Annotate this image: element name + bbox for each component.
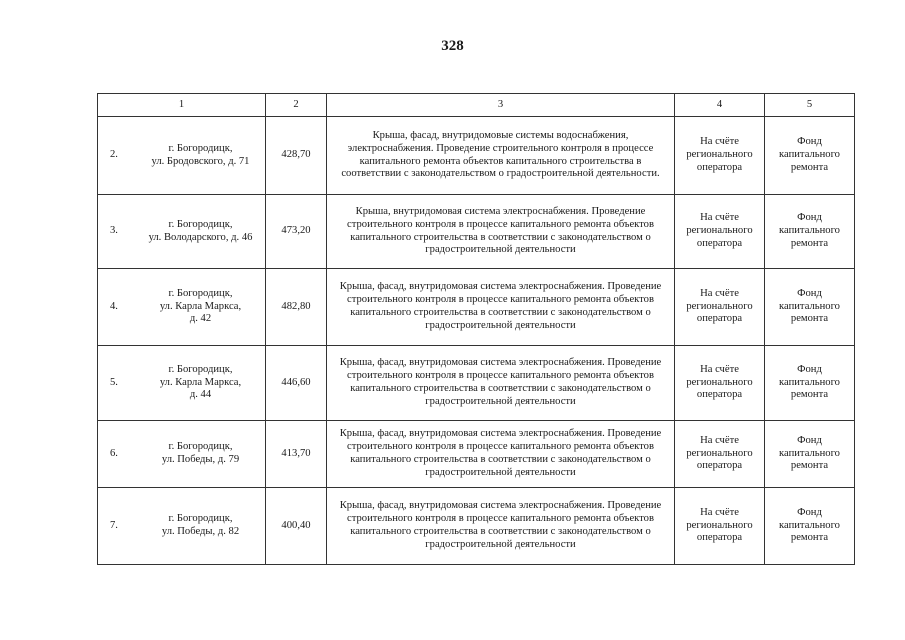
- account-cell: На счёте регионального оператора: [675, 269, 765, 346]
- funding-source-cell: Фонд капитального ремонта: [765, 195, 855, 269]
- address-cell: [98, 346, 266, 421]
- repair-plan-table: [97, 93, 855, 565]
- address-line: ул. Карла Маркса,: [159, 376, 242, 388]
- column-header: 5: [765, 94, 855, 117]
- address-cell: [98, 117, 266, 195]
- area-cell: 413,70: [266, 421, 327, 488]
- account-cell: На счёте регионального оператора: [675, 117, 765, 195]
- row-number: 7.: [110, 519, 118, 531]
- works-description-cell: Крыша, внутридомовая система электроснабжения. Проведение строительного контроля в процессе капитального ремонта объектов капитального строительства в соответствии с законодательством о градостроительной деятельности: [327, 195, 675, 269]
- column-header: 3: [327, 94, 675, 117]
- table-row: [98, 269, 855, 346]
- table-header-row: [98, 94, 855, 117]
- funding-source-cell: Фонд капитального ремонта: [765, 117, 855, 195]
- works-description-cell: Крыша, фасад, внутридомовые системы водоснабжения, электроснабжения. Проведение строительного контроля в процессе капитального ремонта объектов капитального строительства в соответствии с законодательством о градостроительной деятельности.: [327, 117, 675, 195]
- address-line: ул. Победы, д. 79: [161, 454, 240, 465]
- funding-source-cell: Фонд капитального ремонта: [765, 421, 855, 488]
- works-description-cell: Крыша, фасад, внутридомовая система электроснабжения. Проведение строительного контроля в процессе капитального ремонта объектов капитального строительства в соответствии с законодательством о градостроительной деятельности: [327, 488, 675, 565]
- table-row: [98, 117, 855, 195]
- funding-source-cell: Фонд капитального ремонта: [765, 346, 855, 421]
- works-description-cell: Крыша, фасад, внутридомовая система электроснабжения. Проведение строительного контроля в процессе капитального ремонта объектов капитального строительства в соответствии с законодательством о градостроительной деятельности: [327, 269, 675, 346]
- table-row: [98, 488, 855, 565]
- works-description-cell: Крыша, фасад, внутридомовая система электроснабжения. Проведение строительного контроля в процессе капитального ремонта объектов капитального строительства в соответствии с законодательством о градостроительной деятельности: [327, 346, 675, 421]
- funding-source-cell: Фонд капитального ремонта: [765, 269, 855, 346]
- address-line: ул. Бродовского, д. 71: [151, 155, 250, 167]
- address-line: г. Богородицк,: [168, 287, 233, 299]
- account-cell: На счёте регионального оператора: [675, 346, 765, 421]
- column-header: 1: [98, 94, 266, 117]
- address-line: д. 44: [189, 389, 212, 401]
- address-cell: [98, 421, 266, 488]
- table-row: [98, 346, 855, 421]
- address-line: г. Богородицк,: [168, 441, 233, 453]
- row-number: 3.: [110, 225, 118, 237]
- address-line: г. Богородицк,: [168, 363, 233, 375]
- address-line: г. Богородицк,: [168, 513, 233, 525]
- area-cell: 446,60: [266, 346, 327, 421]
- address-line: ул. Победы, д. 82: [161, 526, 240, 537]
- address-cell: [98, 269, 266, 346]
- funding-source-cell: Фонд капитального ремонта: [765, 488, 855, 565]
- address-line: д. 42: [189, 313, 212, 325]
- area-cell: 428,70: [266, 117, 327, 195]
- row-number: 2.: [110, 149, 118, 161]
- table-row: [98, 195, 855, 269]
- works-description-cell: Крыша, фасад, внутридомовая система электроснабжения. Проведение строительного контроля в процессе капитального ремонта объектов капитального строительства в соответствии с законодательством о градостроительной деятельности: [327, 421, 675, 488]
- account-cell: На счёте регионального оператора: [675, 421, 765, 488]
- address-line: ул. Володарского, д. 46: [148, 231, 253, 243]
- row-number: 4.: [110, 300, 118, 312]
- account-cell: На счёте регионального оператора: [675, 488, 765, 565]
- account-cell: На счёте регионального оператора: [675, 195, 765, 269]
- area-cell: 482,80: [266, 269, 327, 346]
- address-line: г. Богородицк,: [168, 142, 233, 154]
- column-header: 2: [266, 94, 327, 117]
- table-row: [98, 421, 855, 488]
- row-number: 5.: [110, 376, 118, 388]
- row-number: 6.: [110, 447, 118, 459]
- area-cell: 473,20: [266, 195, 327, 269]
- address-line: ул. Карла Маркса,: [159, 300, 242, 312]
- area-cell: 400,40: [266, 488, 327, 565]
- address-cell: [98, 195, 266, 269]
- column-header: 4: [675, 94, 765, 117]
- address-cell: [98, 488, 266, 565]
- page-number: 328: [441, 38, 464, 54]
- address-line: г. Богородицк,: [168, 218, 233, 230]
